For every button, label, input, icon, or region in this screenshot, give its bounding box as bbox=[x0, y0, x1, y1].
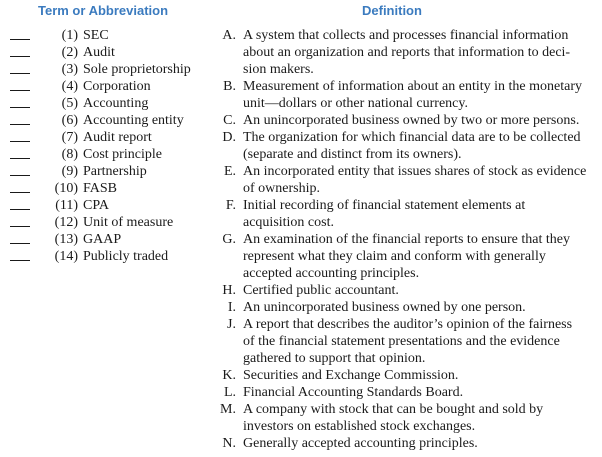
term-number: (4) bbox=[61, 79, 78, 94]
definition-item bbox=[214, 282, 594, 299]
answer-blank[interactable] bbox=[10, 243, 30, 244]
term-number: (8) bbox=[61, 147, 78, 162]
definition-letter: N. bbox=[222, 436, 236, 451]
definition-item bbox=[214, 27, 594, 78]
definition-item bbox=[214, 316, 594, 367]
definition-line: about an organization and reports that information to deci- bbox=[243, 45, 571, 60]
term-text: Partnership bbox=[83, 164, 147, 179]
definition-letter: E. bbox=[223, 164, 236, 179]
term-number: (12) bbox=[54, 215, 78, 230]
definition-line: The organization for which financial data are to be collected bbox=[243, 130, 581, 145]
definition-letter: C. bbox=[223, 113, 236, 128]
definition-item bbox=[214, 401, 594, 435]
term-number: (14) bbox=[54, 249, 78, 264]
definition-letter: M. bbox=[220, 402, 236, 417]
term-text: GAAP bbox=[83, 232, 122, 247]
definition-line: Measurement of information about an entity in the monetary bbox=[243, 79, 583, 94]
answer-blank[interactable] bbox=[10, 90, 30, 91]
definition-line: (separate and distinct from its owners). bbox=[243, 147, 462, 162]
term-text: Unit of measure bbox=[83, 215, 174, 230]
definition-item bbox=[214, 299, 594, 316]
answer-blank[interactable] bbox=[10, 39, 30, 40]
definition-item bbox=[214, 112, 594, 129]
answer-blank[interactable] bbox=[10, 209, 30, 210]
definition-letter: J. bbox=[227, 317, 236, 332]
answer-blank[interactable] bbox=[10, 260, 30, 261]
answer-blank[interactable] bbox=[10, 73, 30, 74]
term-column-header: Term or Abbreviation bbox=[38, 3, 169, 18]
definition-item bbox=[214, 197, 594, 231]
definition-line: An incorporated entity that issues shares of stock as evidence bbox=[243, 164, 587, 179]
term-number: (10) bbox=[54, 181, 78, 196]
definition-line: A system that collects and processes financial information bbox=[243, 28, 569, 43]
answer-blank[interactable] bbox=[10, 226, 30, 227]
term-text: Sole proprietorship bbox=[83, 62, 191, 77]
term-number: (7) bbox=[61, 130, 78, 145]
definition-line: An examination of the financial reports to ensure that they bbox=[243, 232, 570, 247]
definition-letter: K. bbox=[222, 368, 236, 383]
definition-letter: A. bbox=[222, 28, 236, 43]
answer-blank[interactable] bbox=[10, 141, 30, 142]
term-number: (3) bbox=[61, 62, 78, 77]
term-text: Cost principle bbox=[83, 147, 162, 162]
term-number: (2) bbox=[61, 45, 78, 60]
definition-line: of ownership. bbox=[243, 181, 320, 196]
definition-item bbox=[214, 78, 594, 112]
term-text: Audit bbox=[83, 45, 115, 60]
definition-letter: D. bbox=[222, 130, 236, 145]
definition-letter: L. bbox=[223, 385, 236, 400]
definition-item bbox=[214, 129, 594, 163]
definition-line: Financial Accounting Standards Board. bbox=[243, 385, 464, 400]
definition-item bbox=[214, 163, 594, 197]
term-number: (9) bbox=[61, 164, 78, 179]
definition-line: Certified public accountant. bbox=[243, 283, 399, 298]
answer-blank[interactable] bbox=[10, 107, 30, 108]
definition-line: accepted accounting principles. bbox=[243, 266, 420, 281]
definition-line: unit—dollars or other national currency. bbox=[243, 96, 468, 111]
definition-line: A report that describes the auditor’s opinion of the fairness bbox=[243, 317, 573, 332]
term-text: Audit report bbox=[83, 130, 152, 145]
definition-column-header: Definition bbox=[362, 3, 422, 18]
definition-line: An unincorporated business owned by one person. bbox=[243, 300, 526, 315]
term-number: (5) bbox=[61, 96, 78, 111]
definition-item bbox=[214, 435, 594, 452]
term-text: FASB bbox=[83, 181, 117, 196]
definition-line: investors on established stock exchanges. bbox=[243, 419, 476, 434]
definition-line: A company with stock that can be bought and sold by bbox=[243, 402, 544, 417]
definition-letter: I. bbox=[227, 300, 236, 315]
term-text: Publicly traded bbox=[83, 249, 169, 264]
definition-line: sion makers. bbox=[243, 62, 314, 77]
term-text: SEC bbox=[83, 28, 109, 43]
definition-line: represent what they claim and conform with generally bbox=[243, 249, 546, 264]
answer-blank[interactable] bbox=[10, 192, 30, 193]
term-number: (6) bbox=[61, 113, 78, 128]
term-text: Accounting bbox=[83, 96, 149, 111]
definition-letter: H. bbox=[222, 283, 236, 298]
definition-line: Initial recording of financial statement elements at bbox=[243, 198, 526, 213]
definition-line: An unincorporated business owned by two or more persons. bbox=[243, 113, 580, 128]
term-number: (13) bbox=[54, 232, 78, 247]
answer-blank[interactable] bbox=[10, 124, 30, 125]
definition-line: gathered to support that opinion. bbox=[243, 351, 426, 366]
definition-letter: G. bbox=[222, 232, 236, 247]
definitions-list bbox=[214, 27, 594, 452]
definition-letter: B. bbox=[223, 79, 236, 94]
definition-item bbox=[214, 384, 594, 401]
definition-item bbox=[214, 231, 594, 282]
definition-item bbox=[214, 367, 594, 384]
answer-blank[interactable] bbox=[10, 158, 30, 159]
definition-line: Securities and Exchange Commission. bbox=[243, 368, 459, 383]
term-text: Accounting entity bbox=[83, 113, 184, 128]
definition-line: acquisition cost. bbox=[243, 215, 334, 230]
answer-blank[interactable] bbox=[10, 175, 30, 176]
definition-letter: F. bbox=[225, 198, 236, 213]
definition-line: Generally accepted accounting principles. bbox=[243, 436, 478, 451]
term-text: Corporation bbox=[83, 79, 151, 94]
term-number: (11) bbox=[55, 198, 78, 213]
term-number: (1) bbox=[61, 28, 78, 43]
answer-blank[interactable] bbox=[10, 56, 30, 57]
definition-line: of the financial statement presentations and the evidence bbox=[243, 334, 560, 349]
term-text: CPA bbox=[83, 198, 109, 213]
